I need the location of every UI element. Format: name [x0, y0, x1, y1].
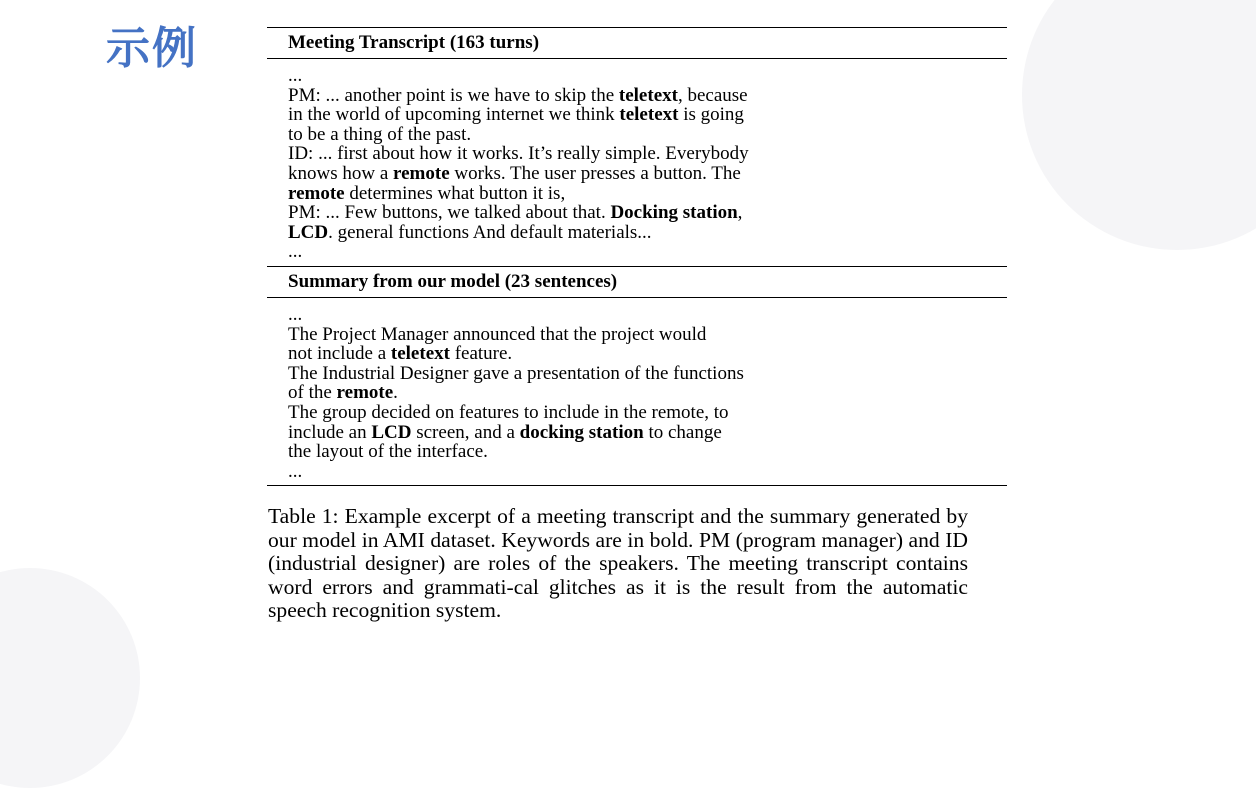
text-line	[288, 86, 1007, 106]
text-run: works. The user presses a button. The	[449, 162, 741, 184]
text-line	[288, 203, 1007, 223]
example-table	[267, 27, 1007, 486]
text-run: ...	[288, 460, 303, 482]
text-run: the layout of the interface.	[288, 441, 488, 463]
text-run: knows how a	[288, 162, 394, 184]
slide-title: 示例	[106, 23, 198, 74]
text-run: ...	[288, 65, 303, 86]
text-line	[288, 462, 1007, 482]
text-run: is going	[678, 104, 744, 126]
text-run: PM: ... another point is we have to skip the	[288, 84, 619, 106]
decorative-circle-top-right	[1022, 0, 1256, 250]
table-bottom-rule	[267, 485, 1007, 486]
table-caption: Table 1: Example excerpt of a meeting transcript and the summary generated by our model in AMI dataset. Keywords are in bold. PM (program manager) and ID (industrial designer) are roles of the speakers. The meeting transcript contains word errors and grammati-cal glitches as it is the result from the automatic speech recognition system.	[268, 504, 968, 622]
transcript-body	[267, 59, 1007, 266]
keyword: docking station	[519, 421, 644, 443]
text-line	[288, 364, 1007, 384]
keyword: teletext	[619, 104, 679, 126]
text-run: ...	[288, 241, 303, 263]
text-line	[288, 344, 1007, 364]
text-line	[288, 242, 1007, 262]
text-run: .	[393, 382, 398, 404]
decorative-circle-bottom-left	[0, 568, 140, 788]
text-run: The group decided on features to include in the remote, to	[288, 401, 729, 423]
text-line	[288, 305, 1007, 325]
text-line	[288, 105, 1007, 125]
keyword: LCD	[371, 421, 412, 443]
text-run: The Industrial Designer gave a presentation of the functions	[288, 362, 744, 384]
text-line	[288, 144, 1007, 164]
text-line	[288, 383, 1007, 403]
text-run: include an	[288, 421, 372, 443]
keyword: teletext	[618, 84, 678, 106]
text-run: The Project Manager announced that the project would	[288, 323, 707, 345]
keyword: remote	[336, 382, 394, 404]
text-run: to be a thing of the past.	[288, 123, 472, 145]
text-line	[288, 403, 1007, 423]
text-run: screen, and a	[411, 421, 520, 443]
text-run: in the world of upcoming internet we think	[288, 104, 620, 126]
text-line	[288, 325, 1007, 345]
text-run: determines what button it is,	[344, 182, 566, 204]
text-line	[288, 125, 1007, 145]
keyword: remote	[288, 182, 345, 204]
keyword: remote	[393, 162, 450, 184]
summary-header: Summary from our model (23 sentences)	[288, 270, 618, 292]
text-run: ,	[737, 202, 743, 224]
text-line	[288, 184, 1007, 204]
keyword: LCD	[288, 221, 329, 243]
summary-body	[267, 298, 1007, 485]
keyword: Docking station	[610, 202, 738, 224]
keyword: teletext	[390, 343, 450, 365]
text-run: ID: ... first about how it works. It’s really simple. Everybody	[288, 143, 749, 165]
text-run: PM: ... Few buttons, we talked about that.	[288, 202, 611, 224]
text-line	[288, 423, 1007, 443]
text-run: , because	[677, 84, 748, 106]
text-run: feature.	[449, 343, 513, 365]
text-line	[288, 164, 1007, 184]
text-line	[288, 66, 1007, 86]
text-run: ...	[288, 303, 303, 325]
text-run: of the	[288, 382, 337, 404]
text-run: not include a	[288, 343, 391, 365]
text-line	[288, 223, 1007, 243]
text-run: to change	[643, 421, 722, 443]
text-run: . general functions And default materials...	[328, 221, 652, 243]
text-line	[288, 442, 1007, 462]
transcript-header: Meeting Transcript (163 turns)	[288, 32, 540, 53]
